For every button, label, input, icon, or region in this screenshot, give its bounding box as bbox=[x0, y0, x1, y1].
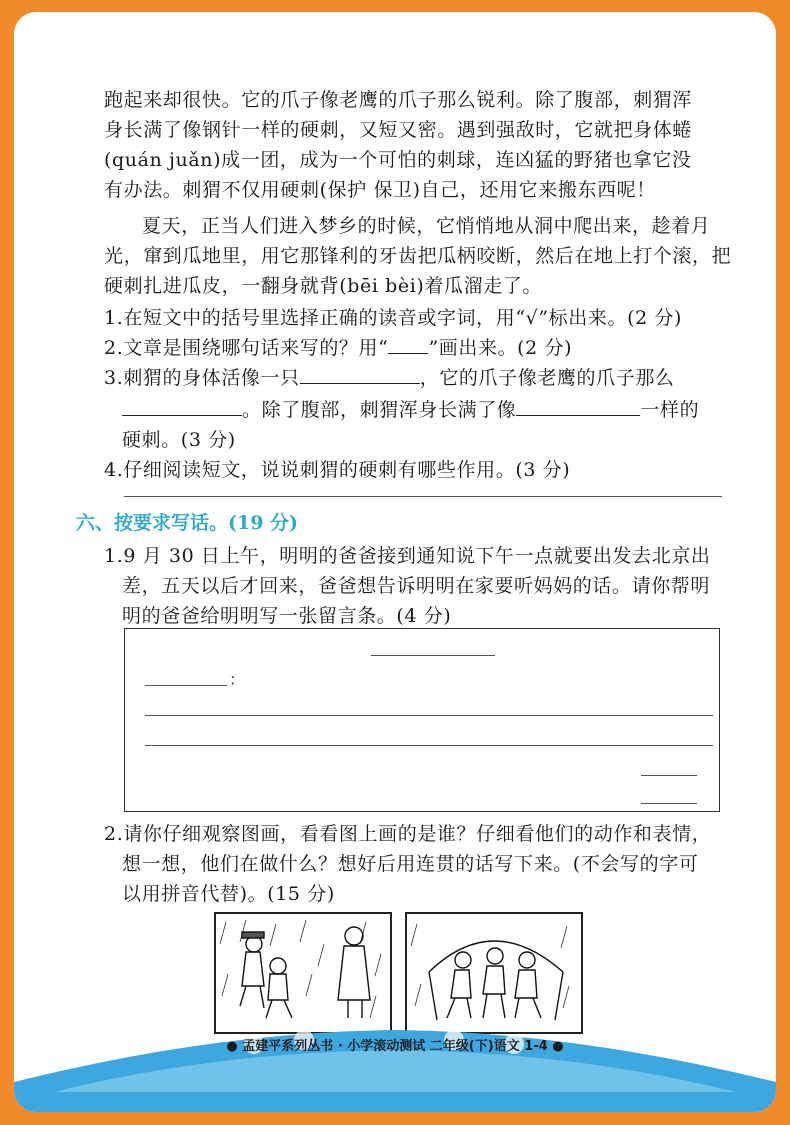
fill-blank[interactable] bbox=[516, 399, 640, 416]
question-3-text: ，它的爪子像老鹰的爪子那么 bbox=[419, 367, 675, 389]
passage-line: 有办法。刺猬不仅用硬刺(保护 保卫)自己，还用它来搬东西呢！ bbox=[104, 179, 656, 201]
question-2-text-end: ”画出来。(2 分) bbox=[428, 337, 573, 359]
writing-task-1: 明的爸爸给明明写一张留言条。(4 分) bbox=[122, 605, 452, 627]
note-writing-box bbox=[124, 628, 720, 812]
question-3-end: 硬刺。(3 分) bbox=[122, 429, 236, 451]
question-3-cont bbox=[122, 396, 699, 424]
question-2 bbox=[104, 334, 572, 362]
question-3 bbox=[104, 364, 675, 392]
date-line[interactable] bbox=[641, 803, 697, 804]
picture-right bbox=[405, 912, 583, 1034]
recipient-line[interactable] bbox=[145, 685, 227, 686]
passage-line: 硬刺扎进瓜皮，一翻身就背(bēi bèi)着瓜溜走了。 bbox=[104, 275, 543, 297]
writing-task-2: 2.请你仔细观察图画，看看图上画的是谁？仔细看他们的动作和表情， bbox=[104, 823, 712, 845]
note-title-line[interactable] bbox=[371, 655, 495, 656]
passage-line: (quán juǎn)成一团，成为一个可怕的刺球，连凶猛的野猪也拿它没 bbox=[104, 149, 692, 171]
note-body-line[interactable] bbox=[145, 745, 713, 746]
writing-task-2: 以用拼音代替)。(15 分) bbox=[122, 883, 335, 905]
writing-task-1: 差，五天以后才回来，爸爸想告诉明明在家要听妈妈的话。请你帮明 bbox=[122, 575, 711, 597]
question-3-text: 一样的 bbox=[640, 399, 700, 421]
question-2-text: 2.文章是围绕哪句话来写的？用“ bbox=[104, 337, 389, 359]
fill-blank[interactable] bbox=[300, 367, 420, 384]
colon: ： bbox=[229, 670, 246, 689]
umbrella-children-illustration bbox=[407, 914, 581, 1032]
section-heading: 六、按要求写话。(19 分) bbox=[76, 512, 299, 534]
fill-blank[interactable] bbox=[122, 399, 242, 416]
footer-series-label: ● 孟建平系列丛书 · 小学滚动测试 二年级(下)语文 1-4 ● bbox=[226, 1039, 564, 1054]
passage-line: 跑起来却很快。它的爪子像老鹰的爪子那么锐利。除了腹部，刺猬浑 bbox=[104, 89, 693, 111]
writing-task-1: 1.9 月 30 日上午，明明的爸爸接到通知说下午一点就要出发去北京出 bbox=[104, 545, 711, 567]
passage-line: 光，窜到瓜地里，用它那锋利的牙齿把瓜柄咬断，然后在地上打个滚，把 bbox=[104, 245, 732, 267]
answer-line[interactable] bbox=[124, 496, 722, 497]
signature-line[interactable] bbox=[641, 775, 697, 776]
question-4: 4.仔细阅读短文，说说刺猬的硬刺有哪些作用。(3 分) bbox=[104, 459, 571, 481]
underline-sample bbox=[388, 337, 428, 354]
question-3-text: 3.刺猬的身体活像一只 bbox=[104, 367, 300, 389]
note-body-line[interactable] bbox=[145, 715, 713, 716]
rain-children-illustration bbox=[216, 914, 390, 1032]
passage-line: 身长满了像钢针一样的硬刺，又短又密。遇到强敌时，它就把身体蜷 bbox=[104, 119, 693, 141]
question-1: 1.在短文中的括号里选择正确的读音或字词，用“√”标出来。(2 分) bbox=[104, 307, 683, 329]
question-3-text: 。除了腹部，刺猬浑身长满了像 bbox=[242, 399, 517, 421]
writing-task-2: 想一想，他们在做什么？想好后用连贯的话写下来。(不会写的字可 bbox=[122, 853, 699, 875]
picture-left bbox=[214, 912, 392, 1034]
passage-line: 夏天，正当人们进入梦乡的时候，它悄悄地从洞中爬出来，趁着月 bbox=[142, 215, 711, 237]
exam-page bbox=[14, 12, 776, 1112]
